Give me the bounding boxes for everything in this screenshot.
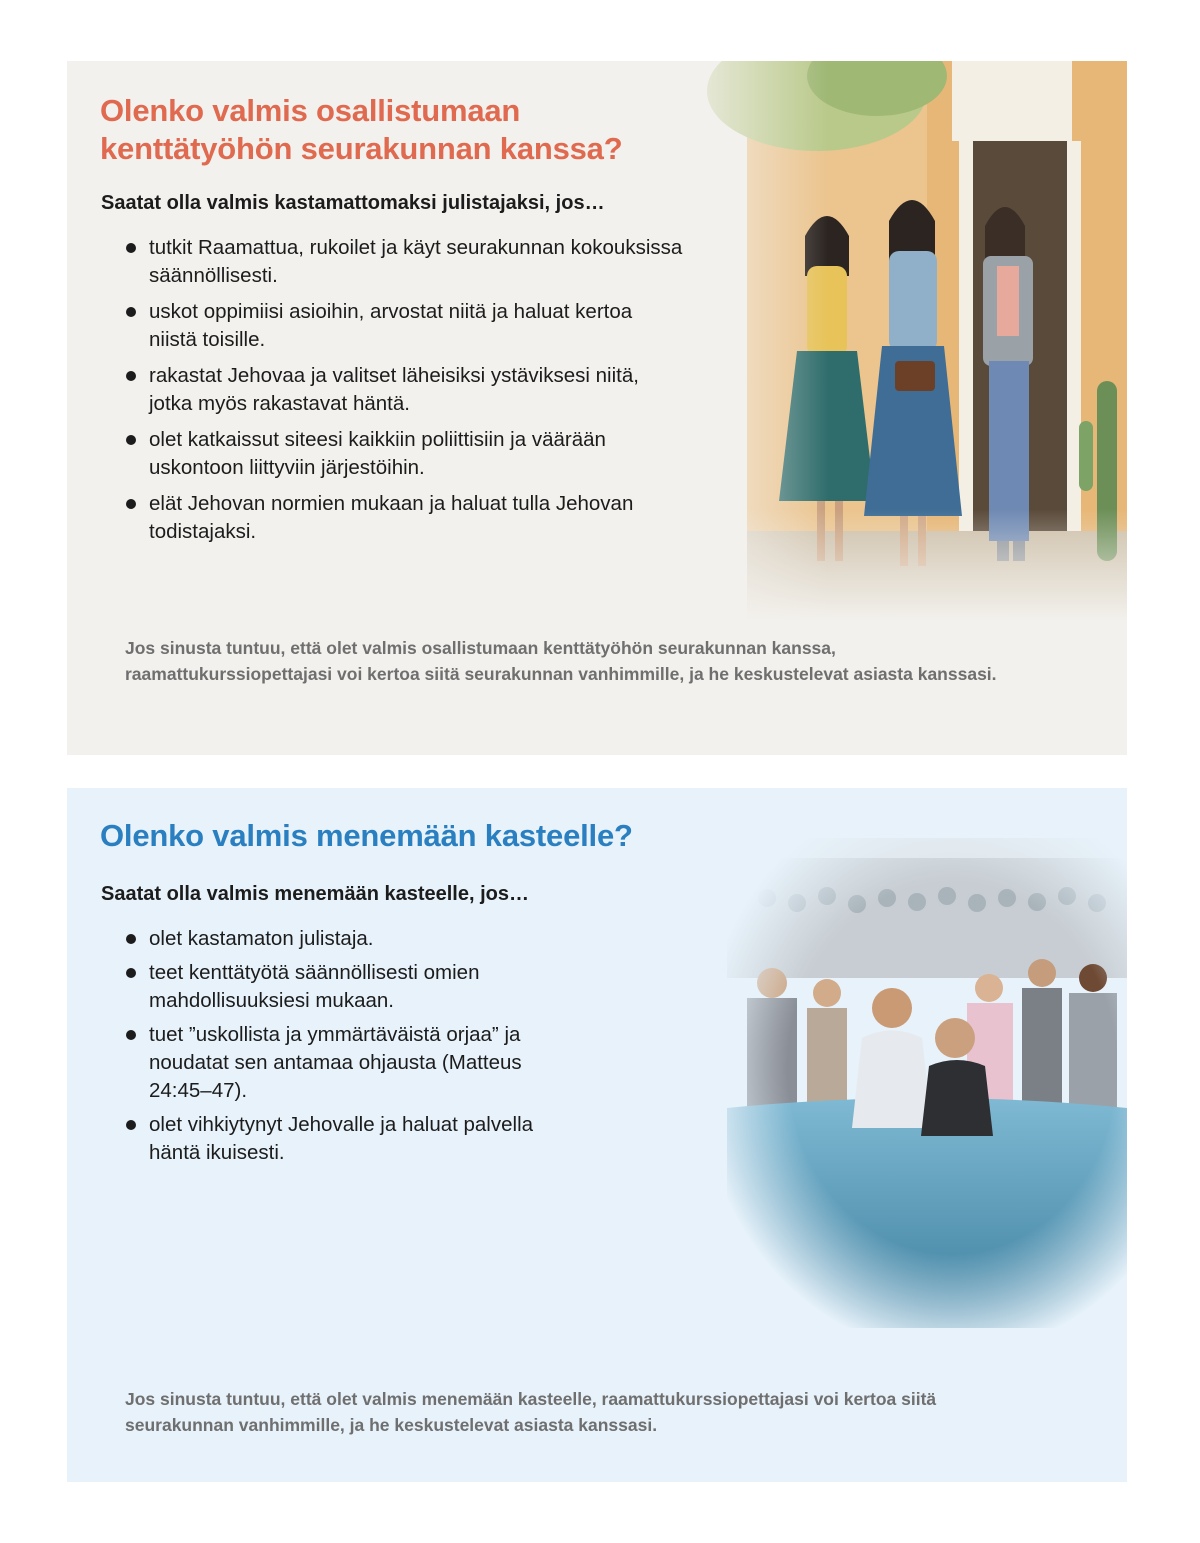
section-1-title: Olenko valmis osallistumaan kenttätyöhön seurakunnan kanssa? — [100, 93, 623, 166]
section-baptism — [67, 788, 1127, 1482]
list-item: olet katkaissut siteesi kaikkiin poliittisiin ja väärään uskontoon liittyviin järjestöihin. — [125, 426, 685, 482]
section-2-note: Jos sinusta tuntuu, että olet valmis menemään kasteelle, raamattukurssiopettajasi voi kertoa siitä seurakunnan vanhimmille, ja he keskustelevat asiasta kanssasi. — [125, 1389, 937, 1435]
section-1-lead: Saatat olla valmis kastamattomaksi julistajaksi, jos… — [101, 192, 605, 214]
list-item: elät Jehovan normien mukaan ja haluat tulla Jehovan todistajaksi. — [125, 490, 685, 546]
list-item: rakastat Jehovaa ja valitset läheisiksi ystäviksesi niitä, jotka myös rakastavat häntä. — [125, 362, 685, 418]
section-1-bullet-list — [125, 234, 685, 554]
list-item: olet kastamaton julistaja. — [125, 925, 565, 953]
section-ministry — [67, 61, 1127, 755]
list-item: uskot oppimiisi asioihin, arvostat niitä ja haluat kertoa niistä toisille. — [125, 298, 685, 354]
list-item: tuet ”uskollista ja ymmärtäväistä orjaa” ja noudatat sen antamaa ohjausta (Matteus 24:45–47). — [125, 1021, 565, 1105]
list-item: teet kenttätyötä säännöllisesti omien mahdollisuuksiesi mukaan. — [125, 959, 565, 1015]
illustration-door-to-door — [667, 61, 1127, 621]
list-item: olet vihkiytynyt Jehovalle ja haluat palvella häntä ikuisesti. — [125, 1111, 565, 1167]
section-2-lead: Saatat olla valmis menemään kasteelle, jos… — [101, 883, 529, 905]
section-1-note: Jos sinusta tuntuu, että olet valmis osallistumaan kenttätyöhön seurakunnan kanssa, raamattukurssiopettajasi voi kertoa siitä seurakunnan vanhimmille, ja he keskustelevat asiasta kanssasi. — [125, 638, 997, 684]
illustration-baptism — [667, 808, 1127, 1328]
section-2-title: Olenko valmis menemään kasteelle? — [100, 818, 633, 853]
section-2-bullet-list — [125, 925, 565, 1173]
list-item: tutkit Raamattua, rukoilet ja käyt seurakunnan kokouksissa säännöllisesti. — [125, 234, 685, 290]
